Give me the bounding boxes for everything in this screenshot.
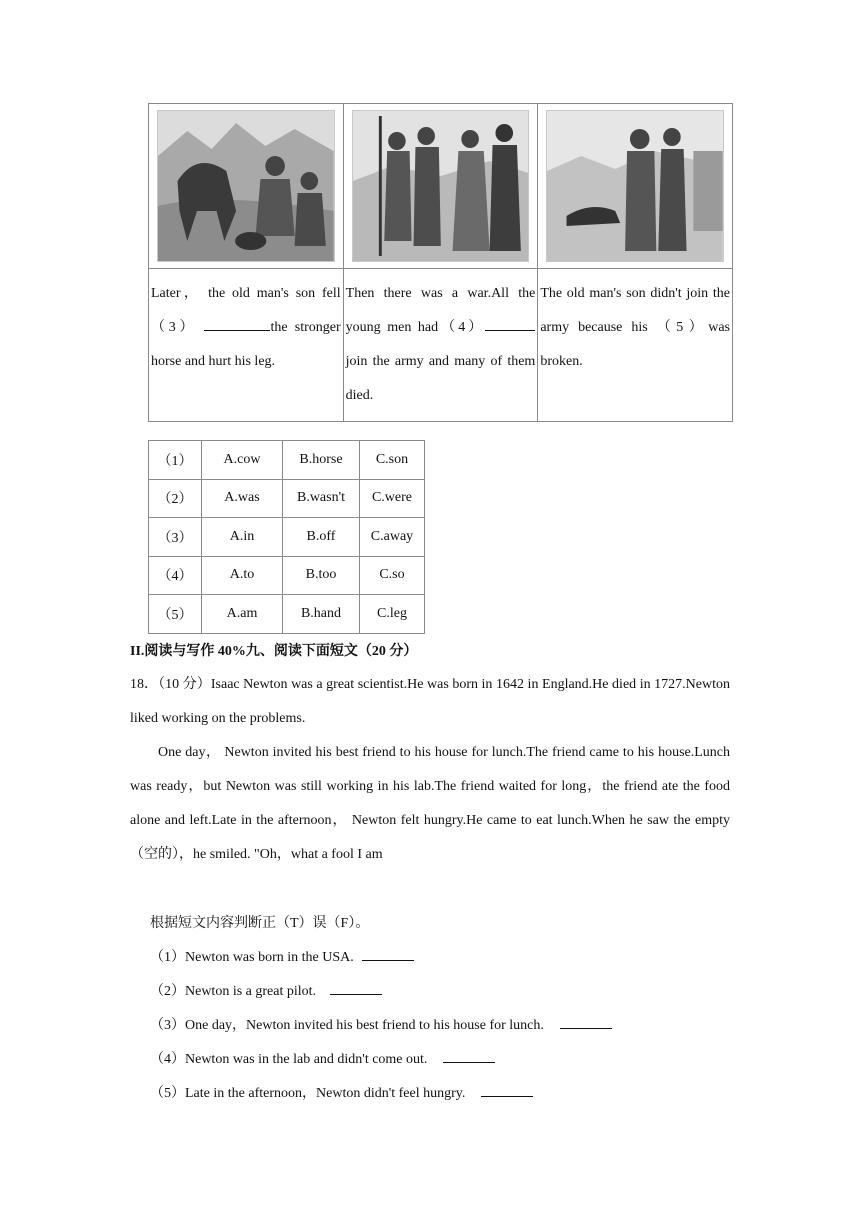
option-b[interactable]: B.off (283, 518, 360, 557)
question-4 (150, 1048, 495, 1068)
option-a[interactable]: A.am (202, 595, 283, 634)
question-5 (150, 1082, 533, 1102)
option-c[interactable]: C.were (360, 479, 425, 518)
story-cell-3-image (538, 104, 733, 269)
option-b[interactable]: B.horse (283, 441, 360, 480)
option-number: （3） (149, 518, 202, 557)
answer-blank-4[interactable] (443, 1050, 495, 1063)
option-b[interactable]: B.wasn't (283, 479, 360, 518)
option-number: （5） (149, 595, 202, 634)
option-a[interactable]: A.to (202, 556, 283, 595)
option-row (149, 556, 425, 595)
blank-3[interactable] (204, 316, 270, 331)
question-2 (150, 980, 382, 1000)
options-table (148, 440, 425, 634)
story-cell-1-image (149, 104, 344, 269)
question-5-text: （5）Late in the afternoon，Newton didn't feel hungry. (150, 1086, 466, 1101)
section-heading: II.阅读与写作 40%九、阅读下面短文（20 分） (130, 644, 418, 659)
option-c[interactable]: C.leg (360, 595, 425, 634)
option-number: （2） (149, 479, 202, 518)
horse-fall-illustration (157, 110, 335, 262)
option-a[interactable]: A.in (202, 518, 283, 557)
question-3-text: （3）One day，Newton invited his best friend to his house for lunch. (150, 1018, 544, 1033)
option-b[interactable]: B.too (283, 556, 360, 595)
story-cell-2-text (343, 269, 538, 422)
story-text-2a: Then there was a war.All the young men had（4） (345, 286, 536, 335)
option-row (149, 479, 425, 518)
story-cell-2-image (343, 104, 538, 269)
question-3 (150, 1014, 612, 1034)
story-cell-1-text (149, 269, 344, 422)
blank-4[interactable] (485, 316, 535, 331)
option-a[interactable]: A.cow (202, 441, 283, 480)
war-illustration (352, 110, 530, 262)
option-b[interactable]: B.hand (283, 595, 360, 634)
story-table (148, 103, 733, 422)
story-text-1a: Later， the old man's son fell（3） (151, 286, 341, 335)
option-number: （4） (149, 556, 202, 595)
story-text-3a: The old man's son didn't join the army because his （5）was broken. (540, 286, 730, 369)
option-row (149, 595, 425, 634)
passage-p1: 18．（10 分）Isaac Newton was a great scientist.He was born in 1642 in England.He died in 1727.Newton liked working on the problems. (130, 677, 730, 726)
story-text-row (149, 269, 733, 422)
passage-p2: One day， Newton invited his best friend to his house for lunch.The friend came to his house.Lunch was ready，but Newton was still working in his lab.The friend waited for long，the friend ate the food alone and left.Late in the afternoon， Newton felt hungry.He came to eat lunch.When he saw the empty （空的），he smiled. "Oh，what a fool I am (130, 745, 730, 862)
answer-blank-3[interactable] (560, 1016, 612, 1029)
story-images-row (149, 104, 733, 269)
answer-blank-1[interactable] (362, 948, 414, 961)
story-text-1b: the stronger horse and hurt his leg. (151, 320, 341, 369)
option-number: （1） (149, 441, 202, 480)
story-text-2b: join the army and many of them died. (345, 354, 536, 403)
option-row (149, 441, 425, 480)
story-cell-3-text (538, 269, 733, 422)
option-c[interactable]: C.away (360, 518, 425, 557)
question-1 (150, 946, 414, 966)
instruction-text: 根据短文内容判断正（T）误（F）。 (150, 916, 370, 931)
question-4-text: （4）Newton was in the lab and didn't come out. (150, 1052, 428, 1067)
question-2-text: （2）Newton is a great pilot. (150, 984, 317, 999)
walking-illustration (546, 110, 724, 262)
option-a[interactable]: A.was (202, 479, 283, 518)
answer-blank-2[interactable] (330, 982, 382, 995)
option-c[interactable]: C.son (360, 441, 425, 480)
passage-paragraph-1 (130, 668, 730, 736)
option-row (149, 518, 425, 557)
answer-blank-5[interactable] (481, 1084, 533, 1097)
passage-paragraph-2 (130, 736, 730, 872)
option-c[interactable]: C.so (360, 556, 425, 595)
question-1-text: （1）Newton was born in the USA. (150, 950, 354, 965)
